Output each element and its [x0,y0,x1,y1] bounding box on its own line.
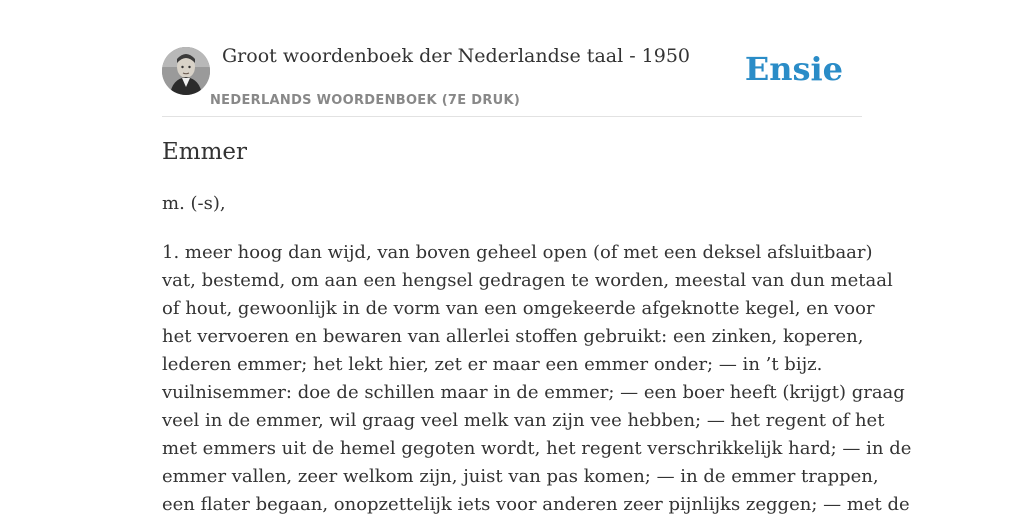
definition-line: 1. meer hoog dan wijd, van boven geheel open (of met een deksel afsluitbaar) [162,242,873,263]
dictionary-subtitle[interactable]: NEDERLANDS WOORDENBOEK (7E DRUK) [210,93,521,108]
definition-line: veel in de emmer, wil graag veel melk van zijn vee hebben; — het regent of het [162,410,885,431]
entry-grammar: m. (-s), [162,193,226,214]
author-avatar[interactable] [162,47,210,95]
dictionary-title[interactable]: Groot woordenboek der Nederlandse taal - 1950 [222,45,691,67]
portrait-image [162,47,210,95]
definition-line: lederen emmer; het lekt hier, zet er maar een emmer onder; — in ’t bijz. [162,354,823,375]
ensie-logo-link[interactable]: Ensie [744,50,843,88]
definition-line: of hout, gewoonlijk in de vorm van een omgekeerde afgeknotte kegel, en voor [162,298,875,319]
definition-line: met emmers uit de hemel gegoten wordt, het regent verschrikkelijk hard; — in de [162,438,912,459]
page-container [162,0,912,515]
definition-line: vat, bestemd, om aan een hengsel gedragen te worden, meestal van dun metaal [162,270,893,291]
definition-line: een flater begaan, onopzettelijk iets voor anderen zeer pijnlijks zeggen; — met de [162,494,910,515]
entry-definition [162,239,912,519]
definition-line: vuilnisemmer: doe de schillen maar in de emmer; — een boer heeft (krijgt) graag [162,382,905,403]
dictionary-header [162,0,862,117]
definition-line: het vervoeren en bewaren van allerlei stoffen gebruikt: een zinken, koperen, [162,326,864,347]
definition-line: emmer vallen, zeer welkom zijn, juist van pas komen; — in de emmer trappen, [162,466,879,487]
entry-headword: Emmer [162,139,248,165]
